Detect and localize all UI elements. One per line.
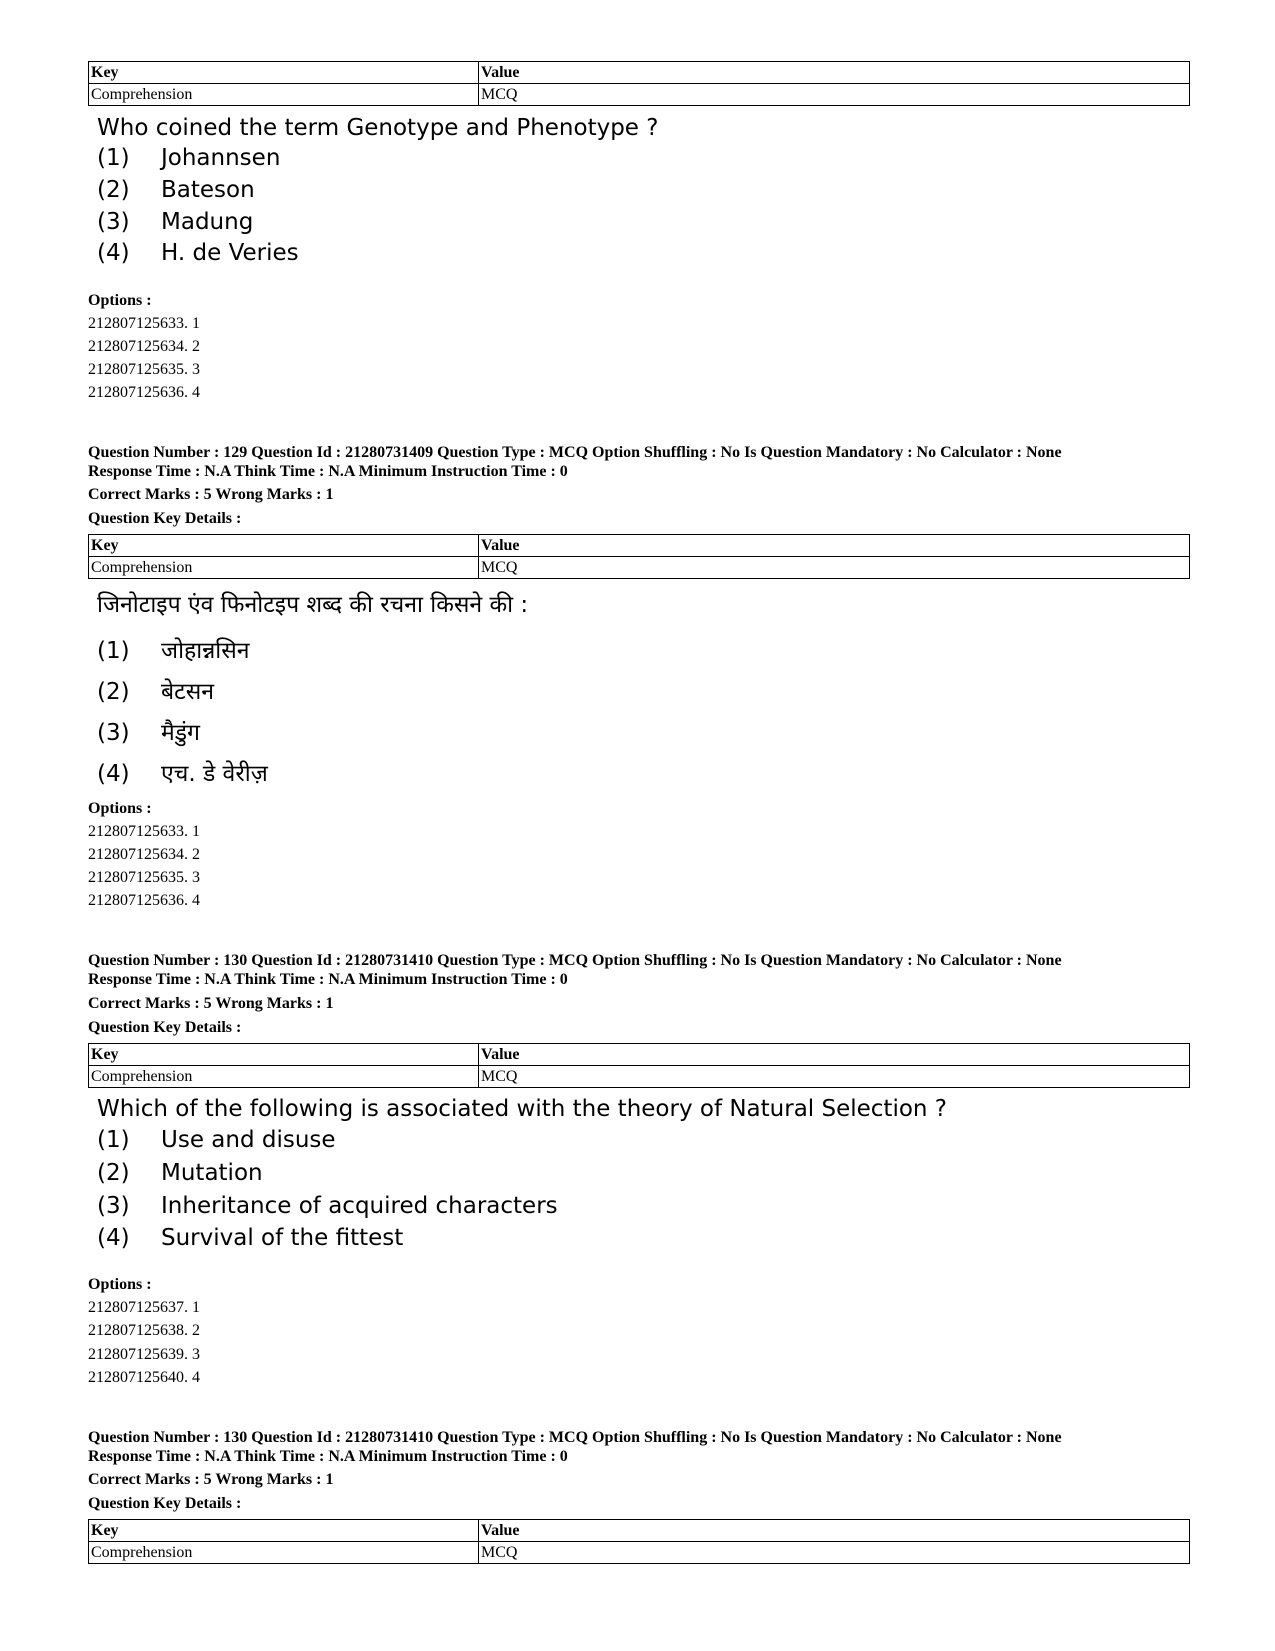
question-meta-line: Response Time : N.A Think Time : N.A Minimum Instruction Time : 0	[88, 463, 568, 480]
choice-item	[97, 1225, 403, 1251]
choice-text: बेटसन	[161, 679, 215, 705]
choice-text: Inheritance of acquired characters	[161, 1193, 558, 1219]
question-meta-line: Question Number : 130 Question Id : 21280731410 Question Type : MCQ Option Shuffling : No Is Question Mandatory : No Calculator : None	[88, 1429, 1062, 1446]
option-id: 212807125635. 3	[88, 361, 200, 378]
table-cell-value: MCQ	[479, 557, 1190, 579]
choice-item	[97, 715, 200, 747]
choice-number: (3)	[97, 209, 130, 235]
table-cell-value: MCQ	[479, 84, 1190, 106]
choice-text: Mutation	[161, 1160, 263, 1186]
table-header-key: Key	[89, 62, 479, 84]
option-id: 212807125635. 3	[88, 869, 200, 886]
question-key-details-label: Question Key Details :	[88, 510, 242, 527]
choice-number: (2)	[97, 679, 130, 705]
table-header-key: Key	[89, 1044, 479, 1066]
choice-number: (3)	[97, 720, 130, 746]
choice-item	[97, 633, 250, 665]
table-header-value: Value	[479, 535, 1190, 557]
table-header-key: Key	[89, 1520, 479, 1542]
choice-number: (4)	[97, 240, 130, 266]
option-id: 212807125640. 4	[88, 1369, 200, 1386]
choice-number: (1)	[97, 638, 130, 664]
choice-item	[97, 240, 299, 266]
question-marks: Correct Marks : 5 Wrong Marks : 1	[88, 995, 334, 1012]
choice-item	[97, 177, 255, 203]
question-text: Which of the following is associated with the theory of Natural Selection ?	[97, 1096, 948, 1122]
question-key-table	[88, 61, 1190, 106]
question-meta-line: Response Time : N.A Think Time : N.A Minimum Instruction Time : 0	[88, 1448, 568, 1465]
question-key-table	[88, 1519, 1190, 1564]
choice-number: (2)	[97, 177, 130, 203]
choice-number: (3)	[97, 1193, 130, 1219]
table-cell-value: MCQ	[479, 1066, 1190, 1088]
choice-text: Use and disuse	[161, 1127, 336, 1153]
choice-item	[97, 674, 214, 706]
options-label: Options :	[88, 1276, 152, 1293]
option-id: 212807125638. 2	[88, 1322, 200, 1339]
question-text: Who coined the term Genotype and Phenotype ?	[97, 115, 659, 141]
choice-text: Bateson	[161, 177, 255, 203]
choice-text: Survival of the fittest	[161, 1225, 404, 1251]
question-key-table	[88, 1043, 1190, 1088]
choice-text: जोहान्नसिन	[161, 638, 250, 664]
question-key-details-label: Question Key Details :	[88, 1019, 242, 1036]
choice-text: एच. डे वेरीज़	[161, 761, 268, 787]
option-id: 212807125636. 4	[88, 892, 200, 909]
choice-text: Johannsen	[161, 145, 281, 171]
choice-number: (1)	[97, 145, 130, 171]
option-id: 212807125633. 1	[88, 315, 200, 332]
choice-number: (2)	[97, 1160, 130, 1186]
choice-text: H. de Veries	[161, 240, 299, 266]
table-cell-key: Comprehension	[89, 557, 479, 579]
question-text: जिनोटाइप एंव फिनोटइप शब्द की रचना किसने की :	[97, 592, 529, 618]
table-header-value: Value	[479, 1044, 1190, 1066]
question-meta-line: Question Number : 130 Question Id : 21280731410 Question Type : MCQ Option Shuffling : No Is Question Mandatory : No Calculator : None	[88, 952, 1062, 969]
question-marks: Correct Marks : 5 Wrong Marks : 1	[88, 1471, 334, 1488]
table-header-key: Key	[89, 535, 479, 557]
question-key-details-label: Question Key Details :	[88, 1495, 242, 1512]
question-marks: Correct Marks : 5 Wrong Marks : 1	[88, 486, 334, 503]
table-header-value: Value	[479, 62, 1190, 84]
choice-item	[97, 1127, 336, 1153]
question-meta-line: Question Number : 129 Question Id : 21280731409 Question Type : MCQ Option Shuffling : No Is Question Mandatory : No Calculator : None	[88, 444, 1062, 461]
choice-number: (4)	[97, 761, 130, 787]
table-cell-value: MCQ	[479, 1542, 1190, 1564]
table-cell-key: Comprehension	[89, 1066, 479, 1088]
options-label: Options :	[88, 292, 152, 309]
question-key-table	[88, 534, 1190, 579]
choice-item	[97, 209, 253, 235]
option-id: 212807125639. 3	[88, 1346, 200, 1363]
choice-number: (1)	[97, 1127, 130, 1153]
option-id: 212807125636. 4	[88, 384, 200, 401]
table-header-value: Value	[479, 1520, 1190, 1542]
question-meta-line: Response Time : N.A Think Time : N.A Minimum Instruction Time : 0	[88, 971, 568, 988]
table-cell-key: Comprehension	[89, 1542, 479, 1564]
option-id: 212807125634. 2	[88, 338, 200, 355]
option-id: 212807125634. 2	[88, 846, 200, 863]
choice-item	[97, 756, 268, 788]
options-label: Options :	[88, 800, 152, 817]
choice-item	[97, 1160, 263, 1186]
choice-item	[97, 1193, 558, 1219]
choice-text: Madung	[161, 209, 254, 235]
table-cell-key: Comprehension	[89, 84, 479, 106]
choice-number: (4)	[97, 1225, 130, 1251]
choice-item	[97, 145, 280, 171]
choice-text: मैडुंग	[161, 720, 201, 746]
option-id: 212807125633. 1	[88, 823, 200, 840]
option-id: 212807125637. 1	[88, 1299, 200, 1316]
